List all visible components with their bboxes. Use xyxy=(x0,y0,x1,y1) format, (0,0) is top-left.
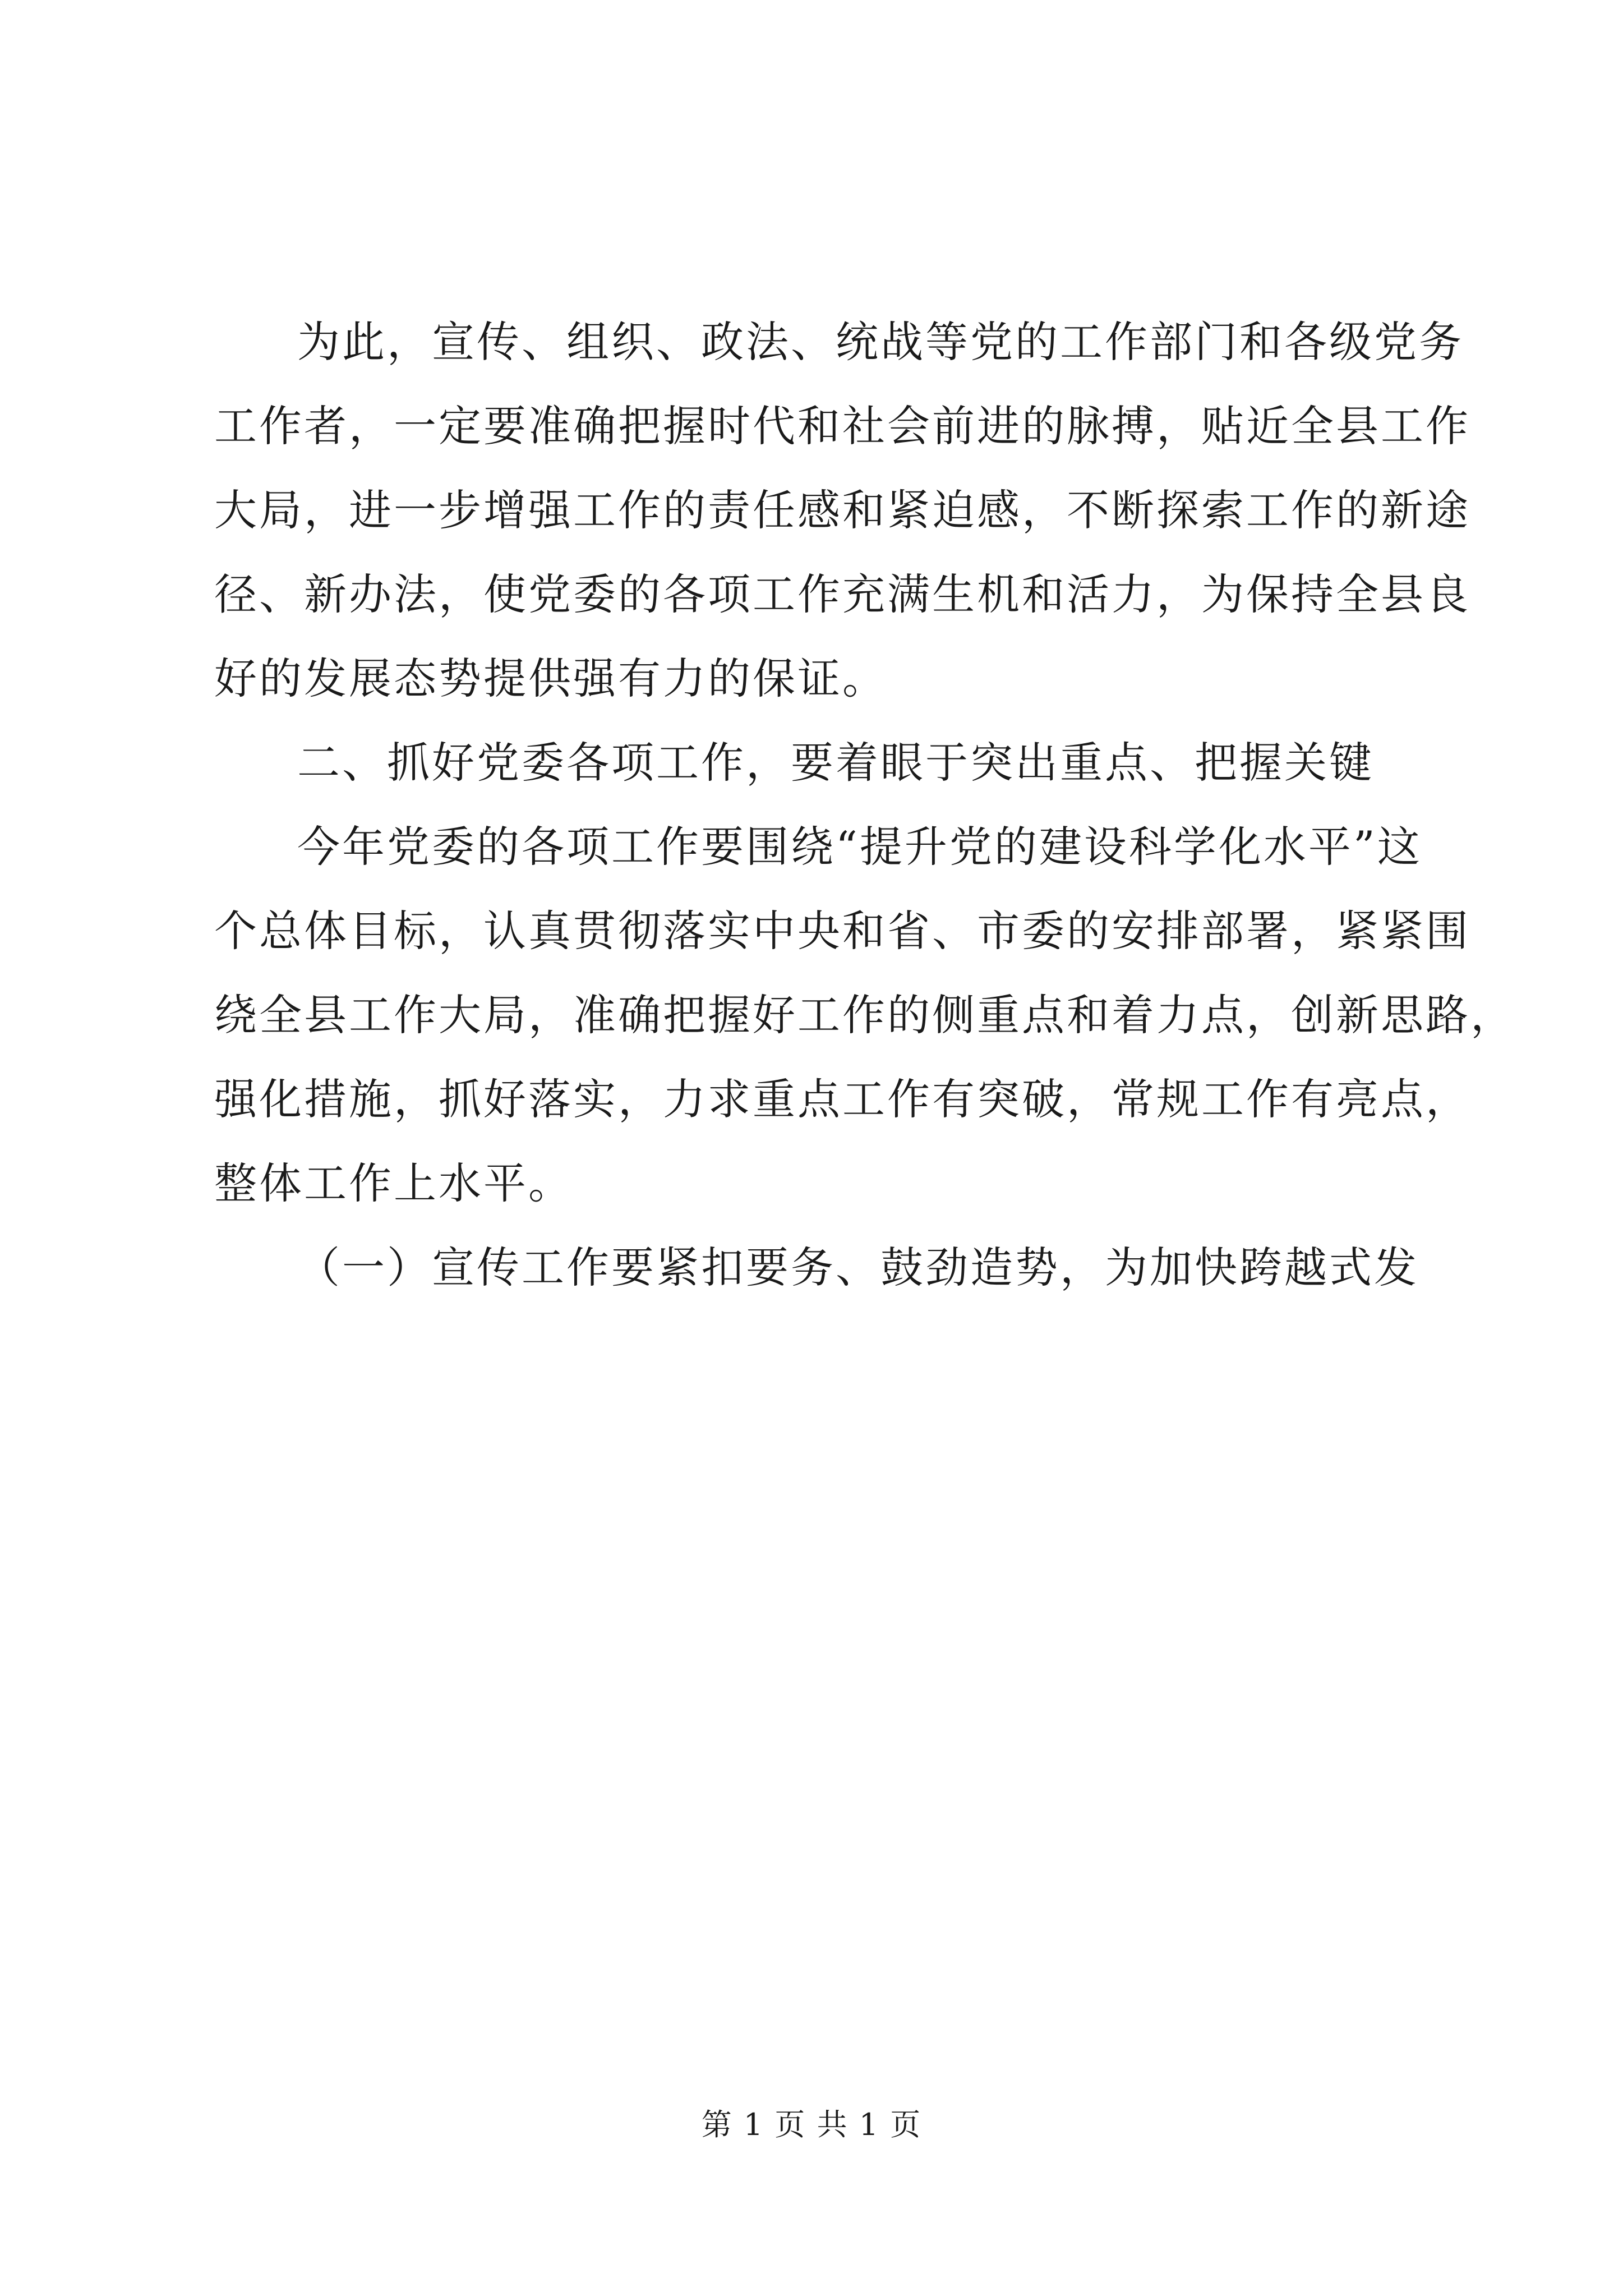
text-line: 为此，宣传、组织、政法、统战等党的工作部门和各级党务 xyxy=(297,317,1464,367)
page-footer: 第 1 页 共 1 页 xyxy=(701,2107,922,2142)
subsection-heading: （一）宣传工作要紧扣要务、鼓劲造势，为加快跨越式发 xyxy=(297,1243,1419,1292)
text-line: 好的发展态势提供强有力的保证。 xyxy=(214,654,887,703)
text-line: 整体工作上水平。 xyxy=(214,1158,573,1208)
text-line: 工作者，一定要准确把握时代和社会前进的脉搏，贴近全县工作 xyxy=(214,401,1470,451)
text-line: 今年党委的各项工作要围绕“提升党的建设科学化水平”这 xyxy=(297,822,1422,872)
text-line: 绕全县工作大局，准确把握好工作的侧重点和着力点，创新思路， xyxy=(214,990,1515,1040)
document-body xyxy=(214,300,1515,1310)
section-heading: 二、抓好党委各项工作，要着眼于突出重点、把握关键 xyxy=(297,738,1374,788)
text-line: 个总体目标，认真贯彻落实中央和省、市委的安排部署，紧紧围 xyxy=(214,906,1470,956)
text-line: 大局，进一步增强工作的责任感和紧迫感，不断探索工作的新途 xyxy=(214,485,1470,535)
text-line: 强化措施，抓好落实，力求重点工作有突破，常规工作有亮点， xyxy=(214,1074,1470,1124)
text-line: 径、新办法，使党委的各项工作充满生机和活力，为保持全县良 xyxy=(214,569,1470,619)
